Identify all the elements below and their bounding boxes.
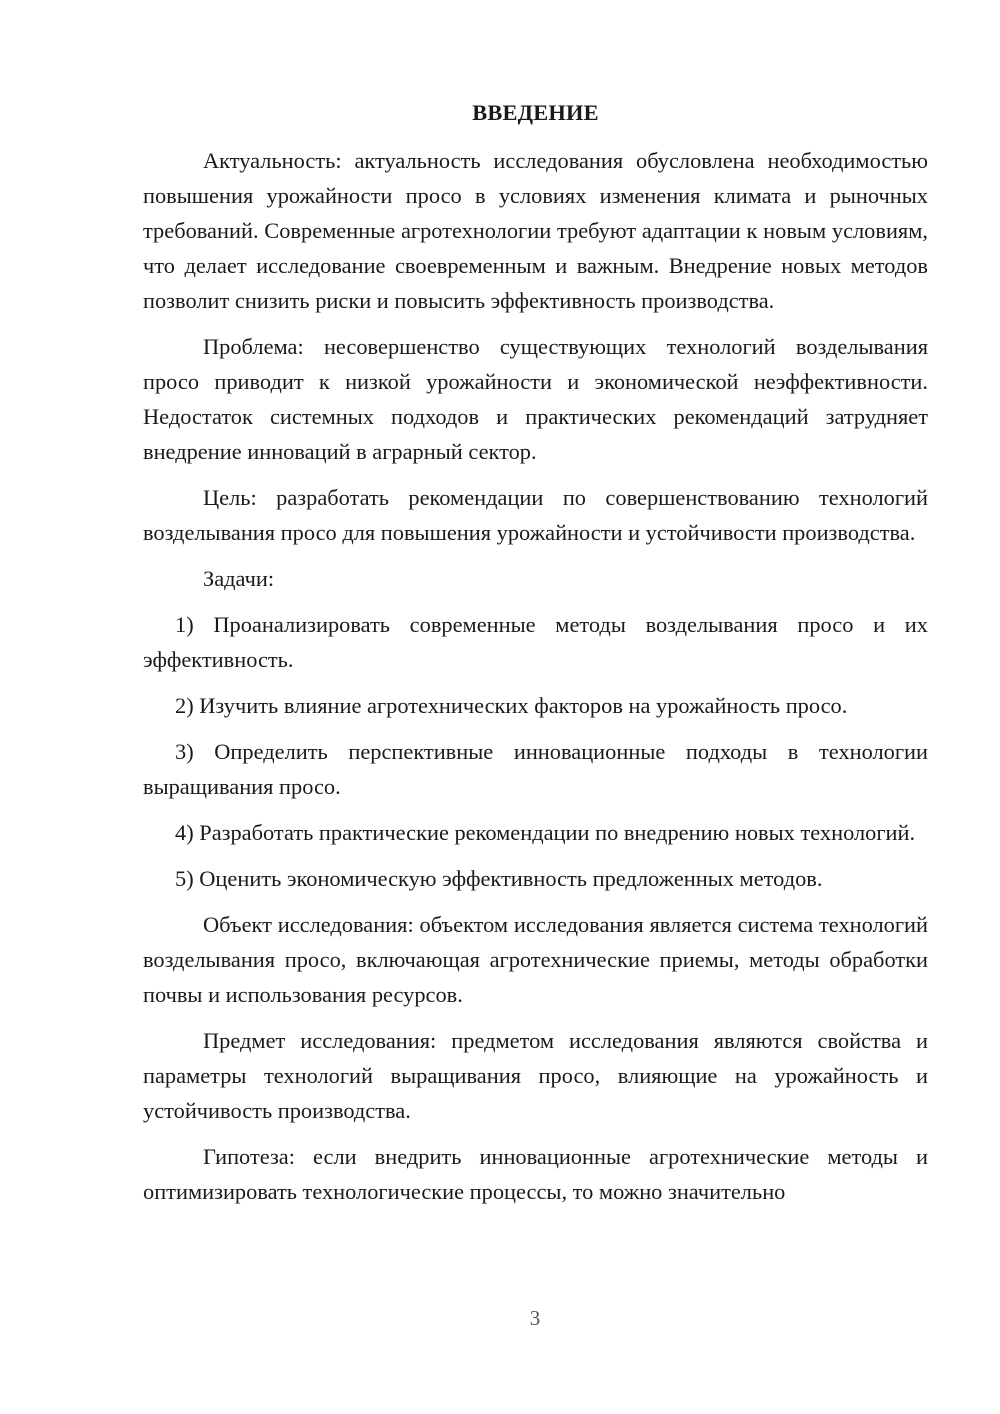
paragraph-relevance: Актуальность: актуальность исследования обусловлена необходимостью повышения урожайности просо в условиях изменения климата и рыночных требований. Современные агротехнологии требуют адаптации к новым условиям, что делает исследование своевременным и важным. Внедрение новых методов позволит снизить риски и повысить эффективность производства. <box>143 148 928 313</box>
paragraph-subject: Предмет исследования: предметом исследования являются свойства и параметры технологий выращивания просо, влияющие на урожайность и устойчивость производства. <box>143 1028 928 1123</box>
page-content <box>143 95 928 1220</box>
section-title: ВВЕДЕНИЕ <box>472 100 599 125</box>
task-item-2: 2) Изучить влияние агротехнических факторов на урожайность просо. <box>175 693 848 718</box>
paragraph-object: Объект исследования: объектом исследования является система технологий возделывания просо, включающая агротехнические приемы, методы обработки почвы и использования ресурсов. <box>143 912 928 1007</box>
paragraph-hypothesis: Гипотеза: если внедрить инновационные агротехнические методы и оптимизировать технологические процессы, то можно значительно <box>143 1144 928 1204</box>
task-item-1: 1) Проанализировать современные методы возделывания просо и их эффективность. <box>143 612 928 672</box>
task-item-5: 5) Оценить экономическую эффективность предложенных методов. <box>175 866 823 891</box>
paragraph-goal: Цель: разработать рекомендации по совершенствованию технологий возделывания просо для повышения урожайности и устойчивости производства. <box>143 485 928 545</box>
task-item-3: 3) Определить перспективные инновационные подходы в технологии выращивания просо. <box>143 739 928 799</box>
paragraph-problem: Проблема: несовершенство существующих технологий возделывания просо приводит к низкой урожайности и экономической неэффективности. Недостаток системных подходов и практических рекомендаций затрудняет внедрение инноваций в аграрный сектор. <box>143 334 928 464</box>
page-number: 3 <box>529 1306 541 1330</box>
task-item-4: 4) Разработать практические рекомендации по внедрению новых технологий. <box>175 820 916 845</box>
paragraph-tasks-heading: Задачи: <box>203 566 275 591</box>
